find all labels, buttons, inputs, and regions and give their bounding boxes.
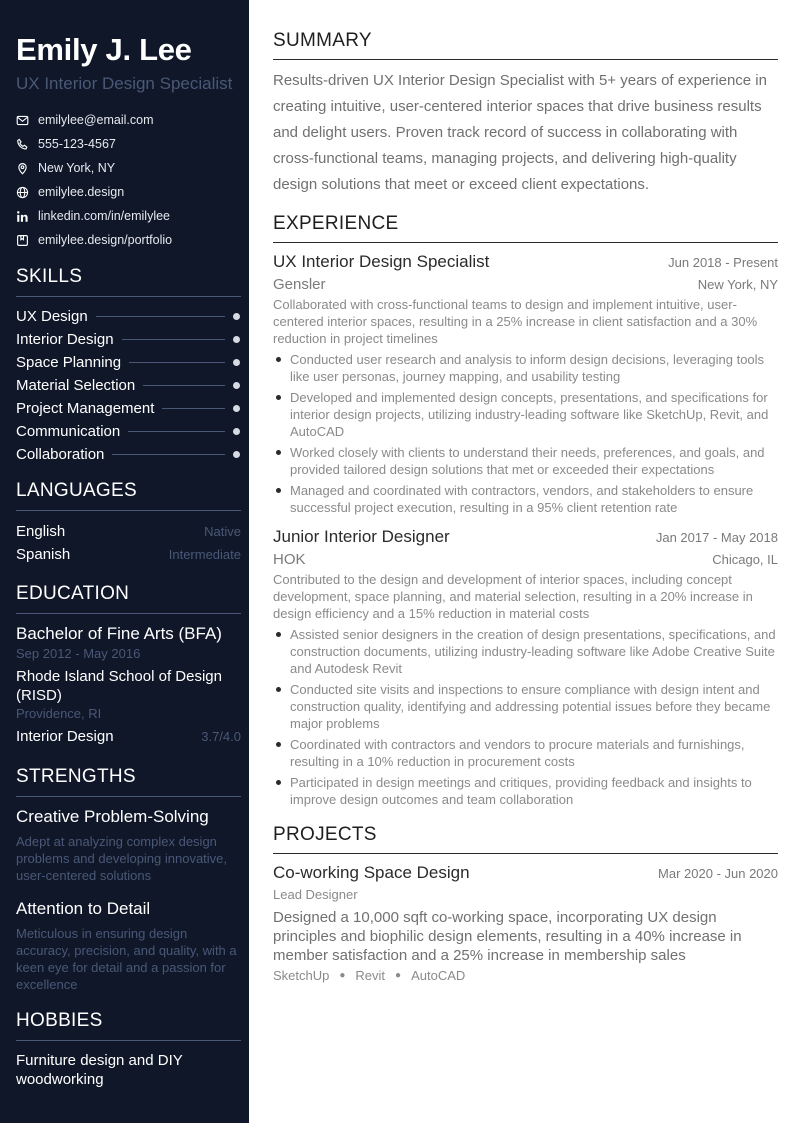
skill-item: [16, 328, 241, 351]
bullet-separator-icon: ●: [395, 970, 402, 981]
contact-linkedin-text: linkedin.com/in/emilylee: [38, 209, 171, 223]
job-location: Chicago, IL: [712, 552, 778, 567]
job-title: Junior Interior Designer: [273, 527, 450, 546]
skill-divider: [143, 385, 225, 386]
skill-divider: [112, 454, 225, 455]
language-name: English: [16, 523, 66, 540]
language-item: [16, 543, 241, 566]
project-tool: Revit: [355, 968, 386, 983]
job-company: Gensler: [273, 276, 326, 293]
skill-label: Collaboration: [16, 446, 105, 463]
language-item: [16, 520, 241, 543]
job-bullet: Conducted site visits and inspections to ensure compliance with design intent and construction quality, identifying and addressing potential issues before they became major problems: [273, 681, 778, 732]
job-bullets: [273, 626, 778, 808]
contact-website-text: emilylee.design: [38, 185, 125, 199]
strength-title: Creative Problem-Solving: [16, 807, 209, 826]
contact-website[interactable]: [16, 180, 241, 204]
candidate-role: UX Interior Design Specialist: [16, 74, 233, 93]
skill-item: [16, 397, 241, 420]
contact-location: [16, 156, 241, 180]
strength-desc: Meticulous in ensuring design accuracy, precision, and quality, with a keen eye for detail and a passion for excellence: [16, 926, 237, 992]
skill-label: Communication: [16, 423, 121, 440]
job-bullet: Participated in design meetings and critiques, providing feedback and insights to improve design outcomes and team collaboration: [273, 774, 778, 808]
school-name: Rhode Island School of Design (RISD): [16, 668, 222, 704]
project-title-row: [273, 862, 778, 884]
skill-divider: [162, 408, 225, 409]
contact-location-text: New York, NY: [38, 161, 116, 175]
job-bullet: Conducted user research and analysis to inform design decisions, leveraging tools like user personas, journey mapping, and usability testing: [273, 351, 778, 385]
job-bullets: [273, 351, 778, 516]
skill-item: [16, 420, 241, 443]
language-level: Native: [204, 524, 241, 539]
skill-label: Project Management: [16, 400, 155, 417]
contact-email-text: emilylee@email.com: [38, 113, 154, 127]
strengths-heading: STRENGTHS: [16, 766, 241, 797]
strength-desc: Adept at analyzing complex design problems and developing innovative, user-centered solutions: [16, 834, 228, 883]
job-bullet: Coordinated with contractors and vendors to procure materials and furnishings, resulting in a 10% reduction in procurement costs: [273, 736, 778, 770]
contact-phone[interactable]: [16, 132, 241, 156]
skills-heading: SKILLS: [16, 266, 241, 297]
skill-label: Space Planning: [16, 354, 122, 371]
summary-heading: SUMMARY: [273, 30, 778, 60]
skill-label: UX Design: [16, 308, 88, 325]
sidebar: [0, 0, 249, 1123]
project-dates: Mar 2020 - Jun 2020: [658, 866, 778, 881]
gpa: 3.7/4.0: [201, 729, 241, 744]
main-content: [249, 0, 794, 1123]
skill-dot: [233, 451, 240, 458]
major-row: [16, 727, 241, 747]
project-tool: AutoCAD: [411, 968, 466, 983]
contact-list: [16, 108, 241, 252]
degree: Bachelor of Fine Arts (BFA): [16, 624, 222, 643]
linkedin-icon: [16, 210, 29, 223]
job-entry: [273, 251, 778, 516]
job-entry: [273, 526, 778, 808]
skill-item: [16, 374, 241, 397]
contact-phone-text: 555-123-4567: [38, 137, 116, 151]
skill-dot: [233, 428, 240, 435]
skill-dot: [233, 336, 240, 343]
skill-dot: [233, 405, 240, 412]
languages-list: [16, 520, 241, 566]
project-role: Lead Designer: [273, 887, 358, 902]
hobby-item: Furniture design and DIY woodworking: [16, 1052, 183, 1088]
job-dates: Jan 2017 - May 2018: [655, 530, 778, 545]
projects-heading: PROJECTS: [273, 824, 778, 854]
skill-item: [16, 443, 241, 466]
language-name: Spanish: [16, 546, 71, 563]
strengths-list: [16, 806, 241, 993]
job-title-row: [273, 526, 778, 548]
contact-linkedin[interactable]: [16, 204, 241, 228]
job-title-row: [273, 251, 778, 273]
summary-text: Results-driven UX Interior Design Specialist with 5+ years of experience in creating intuitive, user-centered interior spaces that drive business results and delight users. Proven track record of success in collaborating with cross-functional teams, managing projects, and delivering high-quality design solutions that meet or exceed client expectations.: [273, 72, 767, 193]
skill-label: Material Selection: [16, 377, 136, 394]
job-description: Collaborated with cross-functional teams to design and implement intuitive, user-centered interior spaces, resulting in a 25% increase in client satisfaction and a 30% reduction in project timelines: [273, 297, 758, 346]
project-description: Designed a 10,000 sqft co-working space, incorporating UX design principles and biophilic design elements, resulting in a 40% increase in member satisfaction and a 25% increase in membership sales: [273, 909, 742, 964]
job-company-row: [273, 548, 778, 570]
portfolio-icon: [16, 234, 29, 247]
skill-dot: [233, 313, 240, 320]
job-title: UX Interior Design Specialist: [273, 252, 490, 271]
education-dates: Sep 2012 - May 2016: [16, 646, 141, 661]
job-bullet: Developed and implemented design concepts, presentations, and specifications for interior design projects, utilizing industry-leading software like SketchUp, Revit, and AutoCAD: [273, 389, 778, 440]
location-pin-icon: [16, 162, 29, 175]
language-level: Intermediate: [168, 547, 241, 562]
skill-divider: [122, 339, 225, 340]
project-tool: SketchUp: [273, 968, 330, 983]
project-title: Co-working Space Design: [273, 863, 470, 882]
job-bullet: Worked closely with clients to understand their needs, preferences, and goals, and provided tailored design solutions that met or exceeded their expectations: [273, 444, 778, 478]
phone-icon: [16, 138, 29, 151]
hobbies-heading: HOBBIES: [16, 1010, 241, 1041]
globe-icon: [16, 186, 29, 199]
skill-item: [16, 305, 241, 328]
candidate-name: Emily J. Lee: [16, 32, 192, 67]
email-icon: [16, 114, 29, 127]
bullet-separator-icon: ●: [339, 970, 346, 981]
project-tools: [273, 968, 778, 983]
languages-heading: LANGUAGES: [16, 480, 241, 511]
skill-label: Interior Design: [16, 331, 114, 348]
job-location: New York, NY: [697, 277, 778, 292]
skills-list: [16, 305, 241, 466]
skill-divider: [96, 316, 225, 317]
job-company: HOK: [273, 551, 306, 568]
contact-portfolio-text: emilylee.design/portfolio: [38, 233, 173, 247]
strength-title: Attention to Detail: [16, 899, 151, 918]
school-location: Providence, RI: [16, 706, 102, 721]
skill-divider: [128, 431, 225, 432]
job-bullet: Assisted senior designers in the creation of design presentations, specifications, and construction documents, utilizing industry-leading software like Adobe Creative Suite and Autodesk Revit: [273, 626, 778, 677]
job-description: Contributed to the design and development of interior spaces, including concept development, space planning, and material selection, resulting in a 20% increase in design efficiency and a 15% reduction in material costs: [273, 572, 753, 621]
job-dates: Jun 2018 - Present: [668, 255, 778, 270]
major: Interior Design: [16, 728, 114, 745]
experience-heading: EXPERIENCE: [273, 213, 778, 243]
skill-item: [16, 351, 241, 374]
skill-divider: [129, 362, 225, 363]
contact-portfolio[interactable]: [16, 228, 241, 252]
education-heading: EDUCATION: [16, 583, 241, 614]
skill-dot: [233, 382, 240, 389]
education-entry: [16, 623, 241, 747]
skill-dot: [233, 359, 240, 366]
job-bullet: Managed and coordinated with contractors, vendors, and stakeholders to ensure successful project execution, resulting in a 95% client retention rate: [273, 482, 778, 516]
job-company-row: [273, 273, 778, 295]
project-entry: [273, 862, 778, 983]
contact-email[interactable]: [16, 108, 241, 132]
